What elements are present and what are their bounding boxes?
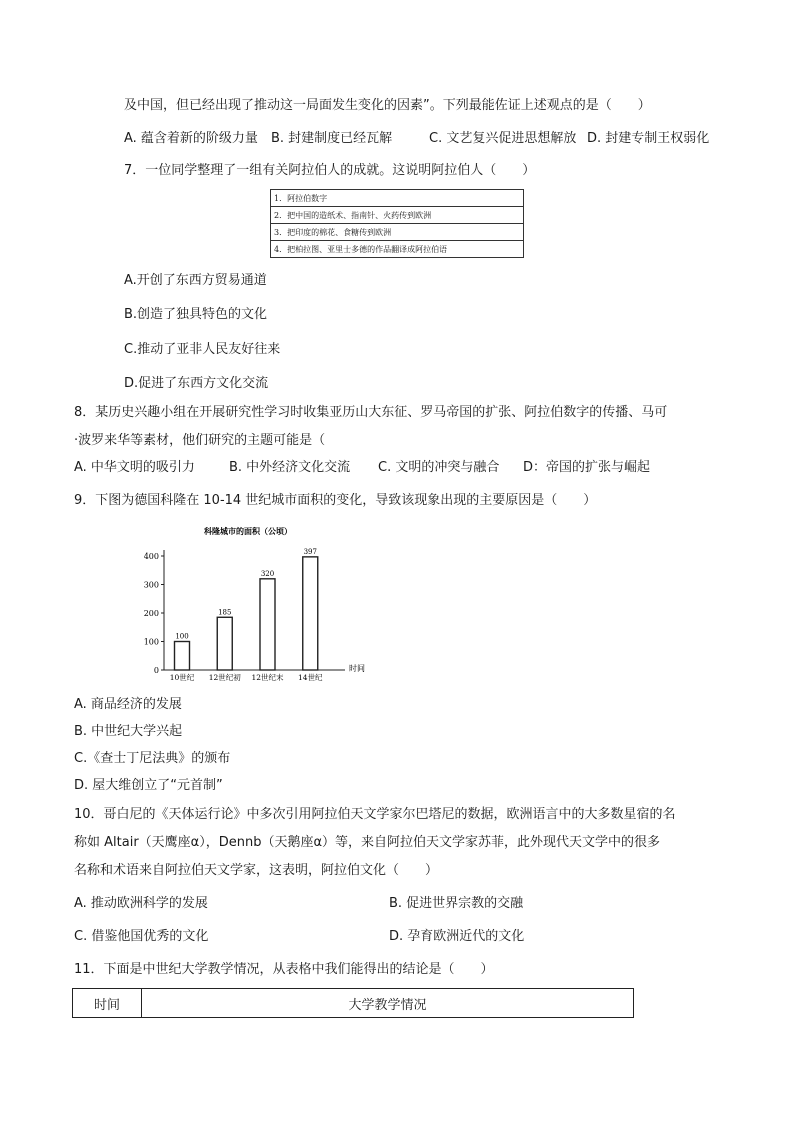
table-row	[271, 190, 524, 207]
q8-option-d[interactable]: D：帝国的扩张与崛起	[523, 460, 651, 475]
q7-option-b[interactable]: B.创造了独具特色的文化	[124, 307, 268, 322]
q10-stem-line3: 名称和术语来自阿拉伯天文学家，这表明，阿拉伯文化（ ）	[74, 863, 439, 878]
q10-option-d[interactable]: D. 孕育欧洲近代的文化	[389, 929, 525, 944]
chart-title: 科隆城市的面积（公顷）	[204, 526, 292, 536]
y-tick-label: 100	[143, 637, 159, 647]
q11-stem: 11．下面是中世纪大学教学情况，从表格中我们能得出的结论是（ ）	[74, 962, 494, 977]
q9-option-c[interactable]: C.《查士丁尼法典》的颁布	[74, 751, 231, 766]
q8-stem-line2: ·波罗来华等素材，他们研究的主题可能是（	[74, 433, 326, 448]
q7-option-d[interactable]: D.促进了东西方文化交流	[124, 376, 269, 391]
q9-option-b[interactable]: B. 中世纪大学兴起	[74, 724, 183, 739]
q11-table	[72, 988, 634, 1018]
q6-option-c[interactable]: C. 文艺复兴促进思想解放	[429, 131, 577, 146]
table-cell: 2．把中国的造纸术、指南针、火药传到欧洲	[271, 207, 524, 224]
table-cell: 1．阿拉伯数字	[271, 190, 524, 207]
bar-12世纪末	[260, 579, 275, 670]
y-tick-label: 0	[153, 666, 159, 675]
bar-10世纪	[175, 642, 190, 671]
x-tick-label: 10世纪	[169, 673, 195, 682]
table-row	[271, 241, 524, 258]
q6-continuation: 及中国，但已经出现了推动这一局面发生变化的因素”。下列最能佐证上述观点的是（ ）	[124, 98, 651, 113]
q9-stem: 9．下图为德国科隆在 10-14 世纪城市面积的变化，导致该现象出现的主要原因是（ ）	[74, 493, 597, 508]
q9-option-d[interactable]: D. 屋大维创立了“元首制”	[74, 778, 223, 793]
bar-value-label: 185	[218, 608, 232, 617]
q7-option-a[interactable]: A.开创了东西方贸易通道	[124, 273, 267, 288]
q10-stem-line2: 称如 Altair（天鹰座α），Dennb（天鹅座α）等，来自阿拉伯天文学家苏菲，此外现代天文学中的很多	[74, 835, 661, 850]
q10-option-b[interactable]: B. 促进世界宗教的交融	[389, 896, 524, 911]
bar-value-label: 100	[175, 632, 189, 641]
chart-y-ticks	[144, 552, 164, 675]
q8-option-c[interactable]: C. 文明的冲突与融合	[378, 460, 500, 475]
q8-option-b[interactable]: B. 中外经济文化交流	[229, 460, 351, 475]
cologne-area-chart	[140, 520, 390, 690]
q6-option-d[interactable]: D. 封建专制王权弱化	[587, 131, 710, 146]
chart-bars	[175, 557, 318, 670]
x-tick-label: 14世纪	[297, 673, 323, 682]
bar-value-label: 320	[260, 569, 275, 578]
q10-stem-line1: 10．哥白尼的《天体运行论》中多次引用阿拉伯天文学家尔巴塔尼的数据，欧洲语言中的大多数星宿的名	[74, 807, 676, 822]
q10-option-c[interactable]: C. 借鉴他国优秀的文化	[74, 929, 209, 944]
bar-value-label: 397	[303, 547, 317, 556]
table-row	[271, 207, 524, 224]
q8-option-a[interactable]: A. 中华文明的吸引力	[74, 460, 195, 475]
table-row	[271, 224, 524, 241]
q7-stem: 7．一位同学整理了一组有关阿拉伯人的成就。这说明阿拉伯人（ ）	[124, 163, 536, 178]
table-header-row	[73, 989, 634, 1018]
q6-option-b[interactable]: B. 封建制度已经瓦解	[271, 131, 393, 146]
q6-option-a[interactable]: A. 蕴含着新的阶级力量	[124, 131, 258, 146]
header-teaching: 大学教学情况	[142, 989, 634, 1018]
table-cell: 3．把印度的棉花、食糖传到欧洲	[271, 224, 524, 241]
q7-option-c[interactable]: C.推动了亚非人民友好往来	[124, 342, 281, 357]
bar-14世纪	[303, 557, 318, 670]
q8-stem-line1: 8．某历史兴趣小组在开展研究性学习时收集亚历山大东征、罗马帝国的扩张、阿拉伯数字的传播、马可	[74, 405, 668, 420]
bar-12世纪初	[217, 617, 232, 670]
chart-data-labels	[175, 548, 317, 641]
x-tick-label: 12世纪初	[208, 673, 241, 682]
header-time: 时间	[73, 989, 142, 1018]
y-tick-label: 300	[143, 580, 159, 590]
y-tick-label: 400	[143, 552, 159, 561]
q10-option-a[interactable]: A. 推动欧洲科学的发展	[74, 896, 208, 911]
x-tick-label: 12世纪末	[251, 673, 284, 682]
q7-achievements-table	[270, 189, 524, 258]
y-tick-label: 200	[143, 609, 159, 618]
table-cell: 4．把柏拉图、亚里士多德的作品翻译成阿拉伯语	[271, 241, 524, 258]
q9-option-a[interactable]: A. 商品经济的发展	[74, 697, 182, 712]
chart-x-tick-labels	[170, 672, 323, 682]
chart-x-axis-label: 时间	[349, 664, 365, 673]
